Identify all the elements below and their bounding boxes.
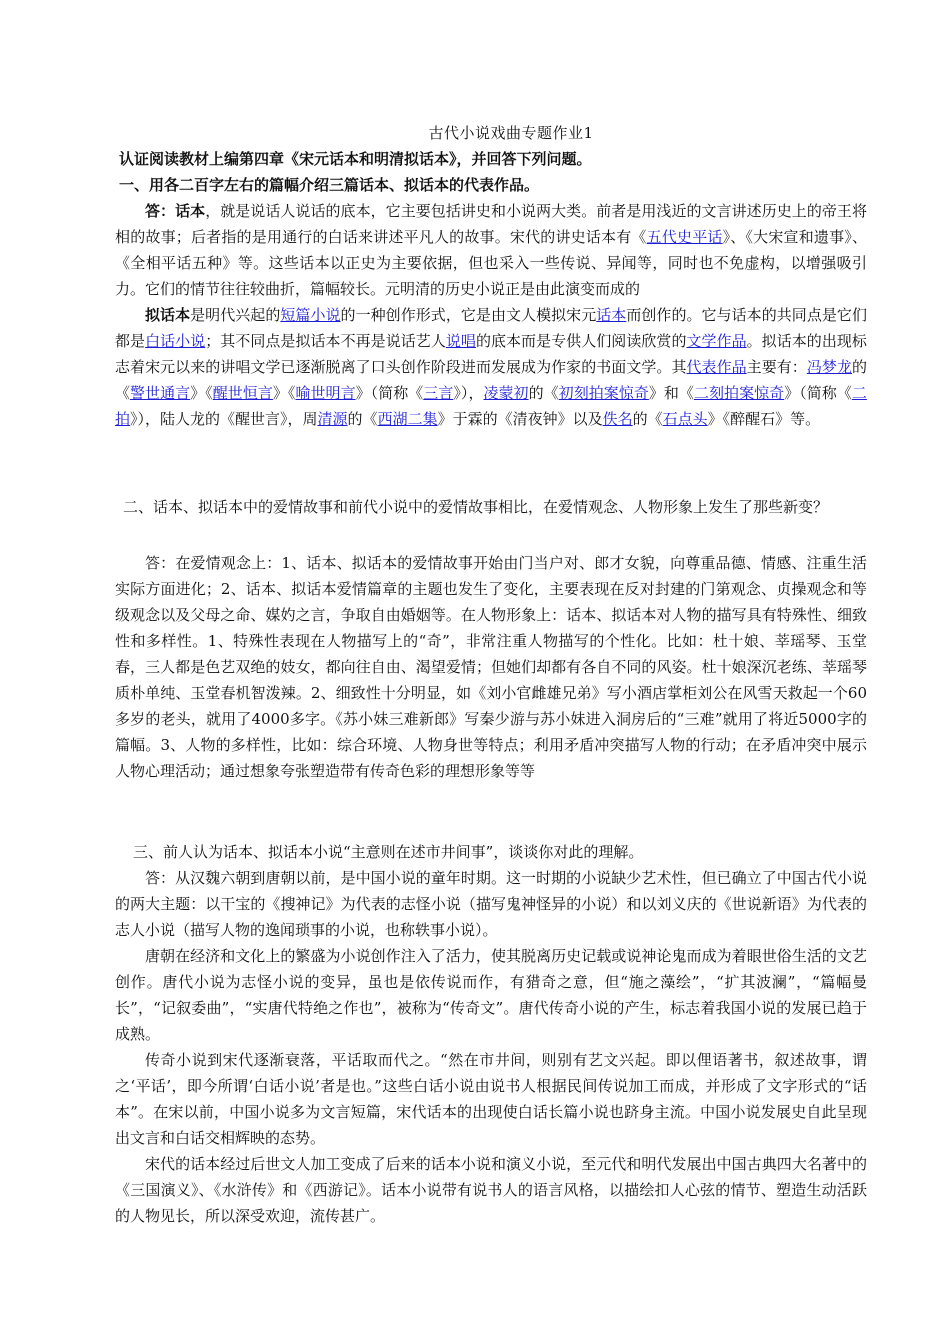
text-run: 是明代兴起的 bbox=[190, 306, 281, 324]
link-duanpian-xiaoshuo[interactable]: 短篇小说 bbox=[280, 306, 341, 324]
text-run: 的《 bbox=[347, 410, 378, 428]
spacer bbox=[115, 520, 867, 550]
text-run: ，就是说话人说话的底本，它主要包括讲史和小说两大类。前者是用浅近的文言讲述历史上的帝王将相的故事；后者指的是用通行的白话来讲述平凡人的故事。宋代的讲史话本有《 bbox=[115, 202, 867, 246]
link-baihua-xiaoshuo[interactable]: 白话小说 bbox=[145, 332, 206, 350]
text-run: 的《 bbox=[528, 384, 559, 402]
link-yiming[interactable]: 佚名 bbox=[602, 410, 633, 428]
instruction: 认证阅读教材上编第四章《宋元话本和明清拟话本》，并回答下列问题。 bbox=[119, 150, 592, 168]
q3-answer-p3: 传奇小说到宋代逐渐衰落，平话取而代之。“然在市井间，则别有艺文兴起。即以俚语著书，叙述故事，谓之‘平话’，即今所谓‘白话小说’者是也。”这些白话小说由说书人根据民间传说加工而成，并形成了文字形式的“话本”。在宋以前，中国小说多为文言短篇，宋代话本的出现使白话长篇小说也跻身主流。中国小说发展史自此呈现出文言和白话交相辉映的态势。 bbox=[115, 1051, 867, 1147]
link-wenxue-zuopin[interactable]: 文学作品 bbox=[686, 332, 747, 350]
link-yushi-mingyan[interactable]: 喻世明言 bbox=[295, 384, 356, 402]
text-run: 》《 bbox=[190, 384, 213, 402]
q3-heading: 三、前人认为话本、拟话本小说“主意则在述市井间事”，谈谈你对此的理解。 bbox=[133, 843, 644, 861]
link-feng-menglong[interactable]: 冯梦龙 bbox=[806, 358, 852, 376]
text-run: 》《醉醒石》等。 bbox=[707, 410, 821, 428]
q3-answer-p2: 唐朝在经济和文化上的繁盛为小说创作注入了活力，使其脱离历史记载或说神论鬼而成为着眼世俗生活的文艺创作。唐代小说为志怪小说的变异，虽也是依传说而作，有猎奇之意，但“施之藻绘”，“扩其波澜”，“篇幅曼长”，“记叙委曲”，“实唐代特绝之作也”，被称为“传奇文”。唐代传奇小说的产生，标志着我国小说的发展已趋于成熟。 bbox=[115, 947, 867, 1043]
text-run: 的《 bbox=[115, 358, 867, 402]
text-run: 》）， bbox=[453, 384, 484, 402]
text-run: 》和《 bbox=[648, 384, 694, 402]
link-shuochang[interactable]: 说唱 bbox=[445, 332, 476, 350]
text-run: 》《 bbox=[272, 384, 296, 402]
link-qingyuan[interactable]: 清源 bbox=[317, 410, 348, 428]
text-run: 而创作的。它与话本的共同点是它们都是 bbox=[115, 306, 867, 350]
term-nihuaben: 拟话本 bbox=[145, 306, 191, 324]
spacer bbox=[115, 432, 867, 494]
text-run: 》（简称《 bbox=[784, 384, 852, 402]
link-xingshi-hengyan[interactable]: 醒世恒言 bbox=[212, 384, 273, 402]
link-huaben[interactable]: 话本 bbox=[596, 306, 627, 324]
link-chuke-paian-jingqi[interactable]: 初刻拍案惊奇 bbox=[558, 384, 649, 402]
link-daibiao-zuopin[interactable]: 代表作品 bbox=[686, 358, 747, 376]
q3-answer-p1: 答：从汉魏六朝到唐朝以前，是中国小说的童年时期。这一时期的小说缺少艺术性，但已确立了中国古代小说的两大主题：以干宝的《搜神记》为代表的志怪小说（描写鬼神怪异的小说）和以刘义庆的《世说新语》为代表的志人小说（描写人物的逸闻琐事的小说，也称轶事小说）。 bbox=[115, 869, 867, 939]
spacer bbox=[115, 784, 867, 839]
text-run: 的底本而是专供人们阅读欣赏的 bbox=[475, 332, 687, 350]
link-sanyan[interactable]: 三言 bbox=[423, 384, 454, 402]
text-run: 》），陆人龙的《醒世言》，周 bbox=[130, 410, 318, 428]
text-run: 》（简称《 bbox=[355, 384, 424, 402]
text-run: 》于霖的《清夜钟》以及 bbox=[437, 410, 603, 428]
q1-heading: 一、用各二百字左右的篇幅介绍三篇话本、拟话本的代表作品。 bbox=[119, 176, 540, 194]
q1-answer-nihuaben bbox=[115, 302, 867, 432]
link-ling-mengchu[interactable]: 凌蒙初 bbox=[483, 384, 529, 402]
q3-answer-p4: 宋代的话本经过后世文人加工变成了后来的话本小说和演义小说，至元代和明代发展出中国古典四大名著中的《三国演义》、《水浒传》和《西游记》。话本小说带有说书人的语言风格，以描绘扣人心弦的情节、塑造生动活跃的人物见长，所以深受欢迎，流传甚广。 bbox=[115, 1155, 867, 1225]
document-title: 古代小说戏曲专题作业1 bbox=[428, 124, 594, 142]
link-xihu-erji[interactable]: 西湖二集 bbox=[377, 410, 438, 428]
text-run: 的《 bbox=[632, 410, 663, 428]
answer-label: 答： bbox=[145, 202, 176, 220]
q1-answer-huaben bbox=[115, 198, 867, 302]
text-run: 主要有： bbox=[746, 358, 807, 376]
term-huaben: 话本 bbox=[175, 202, 206, 220]
link-wudai-shi-pinghua[interactable]: 五代史平话 bbox=[646, 228, 723, 246]
link-jingshi-tongyan[interactable]: 警世通言 bbox=[130, 384, 191, 402]
document-page bbox=[115, 120, 867, 1229]
text-run: ；其不同点是拟话本不再是说话艺人 bbox=[205, 332, 446, 350]
q2-heading: 二、话本、拟话本中的爱情故事和前代小说中的爱情故事相比，在爱情观念、人物形象上发生了那些新变？ bbox=[123, 498, 829, 516]
text-run: 》、《大宋宣和遗事》、《全相平话五种》等。这些话本以正史为主要依据，但也采入一些传说、异闻等，同时也不免虚构，以增强吸引力。它们的情节往往较曲折，篇幅较长。元明清的历史小说正是由此演变而成的 bbox=[115, 228, 867, 298]
link-erpai[interactable]: 二拍 bbox=[115, 384, 867, 428]
q2-answer: 答：在爱情观念上：1、话本、拟话本的爱情故事开始由门当户对、郎才女貌，向尊重品德、情感、注重生活实际方面进化；2、话本、拟话本爱情篇章的主题也发生了变化，主要表现在反对封建的门第观念、贞操观念和等级观念以及父母之命、媒妁之言，争取自由婚姻等。在人物形象上：话本、拟话本对人物的描写具有特殊性、细致性和多样性。1、特殊性表现在人物描写上的“奇”，非常注重人物描写的个性化。比如：杜十娘、莘瑶琴、玉堂春，三人都是色艺双绝的妓女，都向往自由、渴望爱情；但她们却都有各自不同的风姿。杜十娘深沉老练、莘瑶琴质朴单纯、玉堂春机智泼辣。2、细致性十分明显，如《刘小官雌雄兄弟》写小酒店掌柜刘公在风雪天救起一个60多岁的老头，就用了4000多字。《苏小妹三难新郎》写秦少游与苏小妹进入洞房后的“三难”就用了将近5000字的篇幅。3、人物的多样性，比如：综合环境、人物身世等特点；利用矛盾冲突描写人物的行动；在矛盾冲突中展示人物心理活动；通过想象夸张塑造带有传奇色彩的理想形象等等 bbox=[115, 554, 867, 780]
link-shidiantou[interactable]: 石点头 bbox=[662, 410, 708, 428]
text-run: 。拟话本的出现标志着宋元以来的讲唱文学已逐渐脱离了口头创作阶段进而发展成为作家的书面文学。其 bbox=[115, 332, 867, 376]
text-run: 的一种创作形式，它是由文人模拟宋元 bbox=[340, 306, 597, 324]
link-erke-paian-jingqi[interactable]: 二刻拍案惊奇 bbox=[693, 384, 785, 402]
